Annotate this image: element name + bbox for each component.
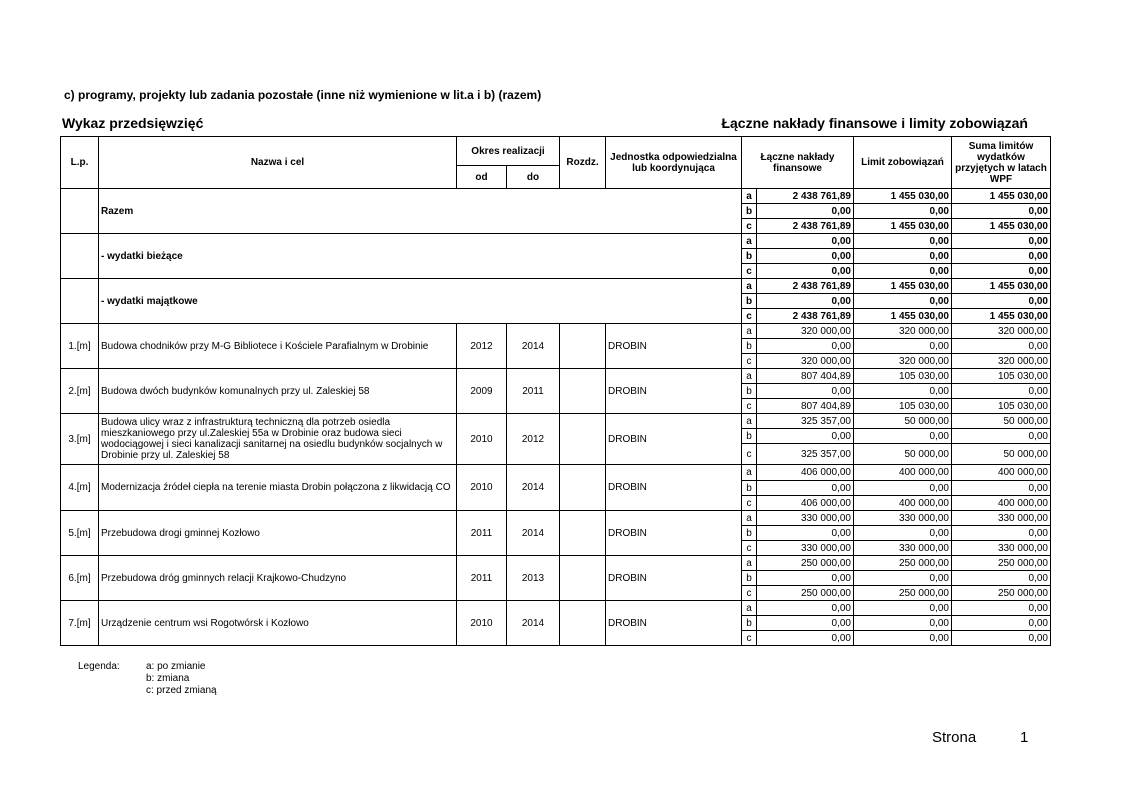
total-value: 0,00 [757, 384, 854, 399]
limit-value: 1 455 030,00 [854, 219, 952, 234]
list-title: Wykaz przedsięwzięć [62, 115, 204, 131]
limit-value: 0,00 [854, 264, 952, 279]
limit-value: 330 000,00 [854, 511, 952, 526]
page-label: Strona [932, 729, 977, 746]
total-value: 320 000,00 [757, 324, 854, 339]
sum-value: 330 000,00 [952, 541, 1051, 556]
limit-value: 0,00 [854, 234, 952, 249]
project-from: 2012 [457, 324, 507, 369]
legend-item-b: b: zmiana [146, 673, 190, 684]
row-mark: c [742, 444, 757, 465]
sum-value: 330 000,00 [952, 511, 1051, 526]
project-lp: 1.[m] [61, 324, 99, 369]
table-row [61, 556, 1051, 571]
project-to: 2012 [507, 414, 560, 465]
project-section [560, 369, 606, 414]
project-lp: 3.[m] [61, 414, 99, 465]
total-value: 0,00 [757, 571, 854, 586]
limit-value: 1 455 030,00 [854, 309, 952, 324]
total-value: 0,00 [757, 601, 854, 616]
header-to: do [507, 166, 560, 189]
row-mark: c [742, 586, 757, 601]
total-value: 325 357,00 [757, 414, 854, 429]
project-from: 2011 [457, 511, 507, 556]
sum-value: 320 000,00 [952, 354, 1051, 369]
total-value: 0,00 [757, 249, 854, 264]
total-value: 406 000,00 [757, 496, 854, 511]
sum-value: 0,00 [952, 234, 1051, 249]
project-from: 2011 [457, 556, 507, 601]
row-mark: c [742, 219, 757, 234]
row-mark: a [742, 465, 757, 481]
project-name: Budowa dwóch budynków komunalnych przy ul. Zaleskiej 58 [99, 369, 457, 414]
limit-value: 1 455 030,00 [854, 189, 952, 204]
header-unit: Jednostka odpowiedzialna lub koordynująca [606, 137, 742, 189]
section-heading: c) programy, projekty lub zadania pozostałe (inne niż wymienione w lit.a i b) (razem) [64, 88, 542, 102]
sum-value: 0,00 [952, 616, 1051, 631]
row-mark: a [742, 556, 757, 571]
limit-value: 0,00 [854, 429, 952, 444]
project-lp: 7.[m] [61, 601, 99, 646]
summary-lp-cell [61, 189, 99, 234]
total-value: 406 000,00 [757, 465, 854, 481]
sum-value: 0,00 [952, 294, 1051, 309]
row-mark: b [742, 339, 757, 354]
sum-value: 0,00 [952, 571, 1051, 586]
header-from: od [457, 166, 507, 189]
sum-value: 0,00 [952, 601, 1051, 616]
project-unit: DROBIN [606, 465, 742, 511]
limit-value: 400 000,00 [854, 496, 952, 511]
limit-value: 0,00 [854, 204, 952, 219]
sum-value: 50 000,00 [952, 414, 1051, 429]
project-from: 2010 [457, 601, 507, 646]
project-to: 2014 [507, 324, 560, 369]
project-from: 2009 [457, 369, 507, 414]
row-mark: c [742, 264, 757, 279]
legend-label: Legenda: [78, 661, 120, 672]
summary-label: - wydatki majątkowe [99, 279, 742, 324]
legend-items [146, 661, 217, 697]
table-row [61, 189, 1051, 204]
limit-value: 0,00 [854, 571, 952, 586]
row-mark: b [742, 384, 757, 399]
total-value: 325 357,00 [757, 444, 854, 465]
sum-value: 1 455 030,00 [952, 189, 1051, 204]
row-mark: c [742, 541, 757, 556]
sum-value: 400 000,00 [952, 496, 1051, 511]
sum-value: 400 000,00 [952, 465, 1051, 481]
table-body [61, 189, 1051, 646]
sum-value: 1 455 030,00 [952, 219, 1051, 234]
sum-value: 105 030,00 [952, 399, 1051, 414]
row-mark: b [742, 294, 757, 309]
row-mark: c [742, 309, 757, 324]
limit-value: 0,00 [854, 294, 952, 309]
limit-value: 0,00 [854, 249, 952, 264]
total-value: 0,00 [757, 616, 854, 631]
table-row [61, 279, 1051, 294]
row-mark: a [742, 511, 757, 526]
project-name: Budowa ulicy wraz z infrastrukturą techniczną dla potrzeb osiedla mieszkaniowego przy ul.Zaleskiej 55a w Drobinie oraz budowa sieci wodociągowej i sieci kanalizacji sanitarnej na osiedlu budynków socjalnych w Drobinie przy ul. Zaleskiej 58 [99, 414, 457, 465]
project-name: Przebudowa drogi gminnej Kozłowo [99, 511, 457, 556]
sum-value: 250 000,00 [952, 586, 1051, 601]
summary-label: - wydatki bieżące [99, 234, 742, 279]
sum-value: 0,00 [952, 249, 1051, 264]
sum-value: 1 455 030,00 [952, 279, 1051, 294]
total-value: 0,00 [757, 339, 854, 354]
row-mark: b [742, 571, 757, 586]
summary-lp-cell [61, 279, 99, 324]
project-name: Urządzenie centrum wsi Rogotwórsk i Kozłowo [99, 601, 457, 646]
total-value: 0,00 [757, 294, 854, 309]
project-section [560, 414, 606, 465]
row-mark: b [742, 616, 757, 631]
total-value: 807 404,89 [757, 399, 854, 414]
header-section: Rozdz. [560, 137, 606, 189]
table-row [61, 324, 1051, 339]
row-mark: a [742, 601, 757, 616]
sum-value: 250 000,00 [952, 556, 1051, 571]
limit-value: 105 030,00 [854, 399, 952, 414]
row-mark: c [742, 496, 757, 511]
row-mark: b [742, 429, 757, 444]
header-period: Okres realizacji [457, 137, 560, 166]
project-unit: DROBIN [606, 369, 742, 414]
total-value: 2 438 761,89 [757, 219, 854, 234]
project-to: 2014 [507, 465, 560, 511]
sum-value: 0,00 [952, 631, 1051, 646]
total-value: 2 438 761,89 [757, 309, 854, 324]
table-row [61, 234, 1051, 249]
row-mark: c [742, 399, 757, 414]
project-from: 2010 [457, 414, 507, 465]
summary-lp-cell [61, 234, 99, 279]
total-value: 330 000,00 [757, 541, 854, 556]
table-row [61, 601, 1051, 616]
row-mark: a [742, 369, 757, 384]
list-subtitle: Łączne nakłady finansowe i limity zobowiązań [721, 115, 1028, 131]
total-value: 0,00 [757, 204, 854, 219]
project-name: Przebudowa dróg gminnych relacji Krajkowo-Chudzyno [99, 556, 457, 601]
total-value: 0,00 [757, 234, 854, 249]
limit-value: 400 000,00 [854, 465, 952, 481]
header-sum: Suma limitów wydatków przyjętych w latach WPF [952, 137, 1051, 189]
project-lp: 5.[m] [61, 511, 99, 556]
total-value: 250 000,00 [757, 586, 854, 601]
limit-value: 0,00 [854, 481, 952, 496]
row-mark: c [742, 631, 757, 646]
total-value: 0,00 [757, 631, 854, 646]
total-value: 0,00 [757, 264, 854, 279]
table-row [61, 414, 1051, 429]
limit-value: 0,00 [854, 339, 952, 354]
total-value: 250 000,00 [757, 556, 854, 571]
limit-value: 0,00 [854, 601, 952, 616]
sum-value: 0,00 [952, 339, 1051, 354]
project-lp: 6.[m] [61, 556, 99, 601]
row-mark: a [742, 324, 757, 339]
table-row [61, 465, 1051, 481]
project-lp: 4.[m] [61, 465, 99, 511]
sum-value: 0,00 [952, 526, 1051, 541]
project-unit: DROBIN [606, 414, 742, 465]
row-mark: b [742, 204, 757, 219]
sum-value: 0,00 [952, 481, 1051, 496]
limit-value: 0,00 [854, 631, 952, 646]
project-to: 2011 [507, 369, 560, 414]
total-value: 0,00 [757, 429, 854, 444]
total-value: 2 438 761,89 [757, 279, 854, 294]
sum-value: 105 030,00 [952, 369, 1051, 384]
limit-value: 105 030,00 [854, 369, 952, 384]
project-section [560, 324, 606, 369]
sum-value: 50 000,00 [952, 444, 1051, 465]
project-to: 2014 [507, 601, 560, 646]
project-name: Budowa chodników przy M-G Bibliotece i Kościele Parafialnym w Drobinie [99, 324, 457, 369]
sum-value: 1 455 030,00 [952, 309, 1051, 324]
limit-value: 0,00 [854, 384, 952, 399]
project-unit: DROBIN [606, 324, 742, 369]
row-mark: a [742, 234, 757, 249]
project-name: Modernizacja źródeł ciepła na terenie miasta Drobin połączona z likwidacją CO [99, 465, 457, 511]
limit-value: 250 000,00 [854, 556, 952, 571]
total-value: 2 438 761,89 [757, 189, 854, 204]
total-value: 807 404,89 [757, 369, 854, 384]
total-value: 0,00 [757, 481, 854, 496]
limit-value: 0,00 [854, 526, 952, 541]
limit-value: 50 000,00 [854, 414, 952, 429]
table-row [61, 369, 1051, 384]
total-value: 330 000,00 [757, 511, 854, 526]
project-unit: DROBIN [606, 601, 742, 646]
limit-value: 0,00 [854, 616, 952, 631]
limit-value: 330 000,00 [854, 541, 952, 556]
sum-value: 320 000,00 [952, 324, 1051, 339]
project-to: 2013 [507, 556, 560, 601]
row-mark: a [742, 414, 757, 429]
limit-value: 50 000,00 [854, 444, 952, 465]
legend-item-c: c: przed zmianą [146, 685, 217, 696]
row-mark: b [742, 481, 757, 496]
sum-value: 0,00 [952, 429, 1051, 444]
table-row [61, 511, 1051, 526]
project-section [560, 556, 606, 601]
row-mark: a [742, 279, 757, 294]
limit-value: 1 455 030,00 [854, 279, 952, 294]
sum-value: 0,00 [952, 204, 1051, 219]
project-section [560, 511, 606, 556]
sum-value: 0,00 [952, 264, 1051, 279]
total-value: 0,00 [757, 526, 854, 541]
limit-value: 320 000,00 [854, 324, 952, 339]
header-lp: L.p. [61, 137, 99, 189]
header-name: Nazwa i cel [99, 137, 457, 189]
project-unit: DROBIN [606, 511, 742, 556]
page-number: 1 [1020, 729, 1029, 746]
legend-item-a: a: po zmianie [146, 661, 206, 672]
project-lp: 2.[m] [61, 369, 99, 414]
row-mark: b [742, 249, 757, 264]
project-section [560, 465, 606, 511]
row-mark: a [742, 189, 757, 204]
project-unit: DROBIN [606, 556, 742, 601]
row-mark: b [742, 526, 757, 541]
project-to: 2014 [507, 511, 560, 556]
header-total: Łączne nakłady finansowe [742, 137, 854, 189]
summary-label: Razem [99, 189, 742, 234]
project-section [560, 601, 606, 646]
projects-table [60, 136, 1051, 646]
limit-value: 320 000,00 [854, 354, 952, 369]
total-value: 320 000,00 [757, 354, 854, 369]
limit-value: 250 000,00 [854, 586, 952, 601]
row-mark: c [742, 354, 757, 369]
sum-value: 0,00 [952, 384, 1051, 399]
project-from: 2010 [457, 465, 507, 511]
header-limit: Limit zobowiązań [854, 137, 952, 189]
